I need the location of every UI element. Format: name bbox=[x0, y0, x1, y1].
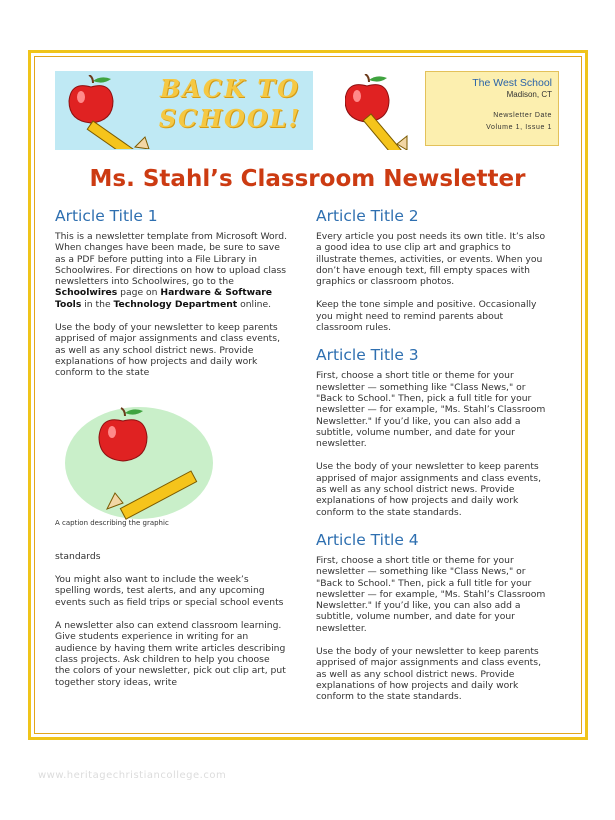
article-3-paragraph-2: Use the body of your newsletter to keep parents apprised of major assignments and class events, as well as any school district news. Provide explanations of how projects and daily work conform to the state standards. bbox=[316, 461, 541, 518]
article-3-title: Article Title 3 bbox=[316, 346, 419, 365]
apple-pencil-icon-left bbox=[63, 75, 153, 149]
banner-title bbox=[155, 74, 305, 134]
article-4-title: Article Title 4 bbox=[316, 530, 419, 549]
article-3-paragraph-1: First, choose a short title or theme for your newsletter — something like "Class News," or "Back to School." Then, pick a full title for your newsletter — for example, "Ms. Stahl’s Classroom Newsletter." If you’d like, you can also add a subtitle, volume number, and date for your newsletter. bbox=[316, 370, 546, 450]
article-4-paragraph-2: Use the body of your newsletter to keep parents apprised of major assignments and class events, as well as any school district news. Provide explanations of how projects and daily work conform to the state standards. bbox=[316, 646, 541, 703]
article-1-title: Article Title 1 bbox=[55, 207, 158, 225]
apple-pencil-icon bbox=[55, 391, 287, 521]
article-1-paragraph-3: standards bbox=[55, 550, 101, 562]
article-1-paragraph-4: You might also want to include the week’s spelling words, test alerts, and any upcoming events such as field trips or special school events bbox=[55, 574, 284, 608]
school-info-box bbox=[425, 71, 559, 146]
newsletter-title: Ms. Stahl’s Classroom Newsletter bbox=[89, 166, 526, 192]
newsletter-date: Newsletter Date bbox=[493, 112, 552, 119]
graphic-caption: A caption describing the graphic bbox=[55, 518, 169, 527]
back-to-school-banner bbox=[55, 71, 313, 150]
article-4-paragraph-1: First, choose a short title or theme for your newsletter — something like "Class News," or "Back to School." Then, pick a full title for your newsletter — for example, "Ms. Stahl’s Classroom Newsletter." If you’d like, you can also add a subtitle, volume number, and date for your newsletter. bbox=[316, 554, 546, 634]
article-2-paragraph-1: Every article you post needs its own title. It’s also a good idea to use clip art and graphics to illustrate themes, activities, or events. When you don’t have enough text, fill empty spaces with graphics or classroom photos. bbox=[316, 231, 546, 288]
watermark: www.heritagechristiancollege.com bbox=[38, 770, 227, 781]
banner-line1: BACK TO bbox=[160, 74, 300, 103]
apple-pencil-icon-right bbox=[345, 74, 425, 150]
article-2-title: Article Title 2 bbox=[316, 207, 419, 225]
left-column bbox=[55, 206, 287, 700]
school-location: Madison, CT bbox=[506, 90, 552, 99]
article-2-paragraph-2: Keep the tone simple and positive. Occasionally you might need to remind parents about classroom rules. bbox=[316, 299, 537, 334]
article-1-paragraph-2: Use the body of your newsletter to keep parents apprised of major assignments and class events, as well as any school district news. Provide explanations of how projects and daily work conform to the state bbox=[55, 322, 280, 379]
newsletter-volume: Volume 1, Issue 1 bbox=[486, 124, 552, 131]
article-1-paragraph-1: This is a newsletter template from Microsoft Word. When changes have been made, be sure to save as a PDF before putting into a File Library in Schoolwires. For directions on how to upload class newsletters into Schoolwires, go to the Schoolwires page on Hardware & Software Tools in the Technology Department online. bbox=[55, 231, 288, 310]
banner-line2: SCHOOL! bbox=[158, 104, 302, 133]
school-name: The West School bbox=[472, 77, 552, 89]
apple-pencil-graphic bbox=[55, 391, 287, 516]
right-column bbox=[316, 206, 548, 715]
article-1-paragraph-5: A newsletter also can extend classroom learning. Give students experience in writing for an audience by having them write articles describing class projects. Ask children to help you choose the colors of your newsletter, pick out clip art, put together story ideas, write bbox=[55, 620, 286, 688]
